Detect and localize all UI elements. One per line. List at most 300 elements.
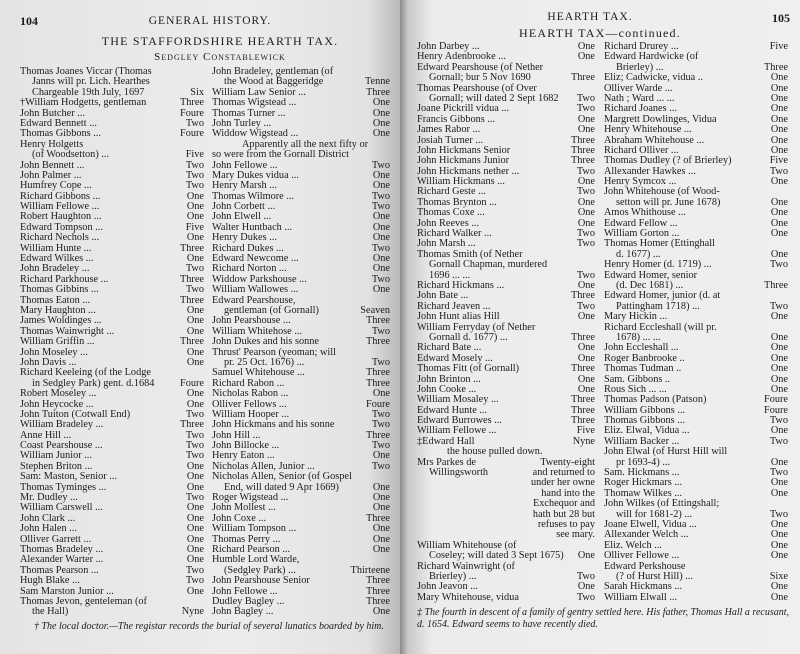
hearth-count: One	[770, 550, 788, 562]
hearth-count: One	[372, 169, 390, 181]
entry-name: Humfrey Cope ...	[20, 180, 92, 192]
entry-name: Edward Pearshouse,	[212, 294, 296, 306]
entry-name: Joane Elwell, Vidua ...	[604, 518, 697, 530]
entry-name: John Pearshouse ...	[212, 315, 291, 327]
hearth-count: One	[770, 82, 788, 94]
hearth-count: One	[186, 502, 204, 514]
hearth-count: One	[577, 217, 595, 229]
hearth-count: One	[372, 180, 390, 192]
entry-name: pr. 25 Oct. 1676) ...	[224, 356, 305, 368]
entry-line	[604, 312, 788, 322]
entry-name: Richard Geste ...	[417, 186, 486, 198]
entry-name: Francis Gibbons ...	[417, 113, 496, 125]
entry-name: Richard Walker ...	[417, 228, 492, 240]
entry-name: Thomas Eaton ...	[20, 294, 91, 306]
hearth-count: Two	[769, 259, 788, 271]
entry-name: John Hunt alias Hill	[417, 311, 500, 323]
hearth-count: One	[770, 581, 788, 593]
entry-name: John Turley ...	[212, 117, 272, 129]
entry-name: d. 1677) ...	[616, 248, 661, 260]
hearth-count: One	[770, 591, 788, 603]
entry-name: John Pearshouse Senior	[212, 575, 310, 587]
hearth-count: Two	[371, 460, 390, 472]
hearth-count: One	[577, 383, 595, 395]
entry-line	[212, 389, 390, 399]
hearth-count: One	[372, 253, 390, 265]
hearth-count: Two	[576, 103, 595, 115]
entry-name: Thomas Perry ...	[212, 533, 281, 545]
entry-name: John Bagley ...	[212, 606, 274, 618]
entry-line	[604, 73, 788, 83]
entry-name: Gornall; will dated 2 Sept 1682	[429, 92, 559, 104]
entry-name: Sam. Hickmans ...	[604, 467, 680, 479]
hearth-count: Two	[185, 429, 204, 441]
hearth-count: Twenty-eight	[540, 456, 595, 468]
hearth-count: One	[372, 128, 390, 140]
entry-name: Thomas Homer (Ettinghall	[604, 238, 715, 250]
entry-name: John Bate ...	[417, 290, 469, 302]
entry-name: Thomas Smith (of Nether	[417, 248, 523, 260]
entry-name: 1696 ... ...	[429, 269, 471, 281]
hearth-count: Three	[365, 585, 390, 597]
hearth-count: One	[372, 263, 390, 275]
entry-name: Gornall Chapman, murdered	[429, 259, 548, 271]
entry-name: John Hickmans Junior	[417, 155, 510, 167]
hearth-count: One	[186, 523, 204, 535]
hearth-count: Foure	[179, 377, 204, 389]
hearth-count: Two	[371, 273, 390, 285]
hearth-count: Two	[185, 263, 204, 275]
hearth-count: One	[770, 487, 788, 499]
hearth-count: Two	[576, 165, 595, 177]
entry-line	[20, 607, 204, 617]
entry-name: Thomas Tudman ..	[604, 363, 682, 375]
entry-name: John Heycocke ...	[20, 398, 94, 410]
hearth-count: Two	[185, 450, 204, 462]
hearth-count: Two	[576, 269, 595, 281]
entry-name: Allexander Hawkes ...	[604, 165, 696, 177]
entry-name: Nicholas Allen, Senior (of Gospel	[212, 471, 352, 483]
hearth-count: One	[372, 533, 390, 545]
hearth-count: One	[186, 315, 204, 327]
entry-line	[212, 576, 390, 586]
hearth-count: One	[770, 331, 788, 343]
entry-name: Olliver Fellows ...	[212, 398, 287, 410]
hearth-count: Three	[570, 331, 595, 343]
entry-name: (? of Hurst Hill) ...	[616, 570, 693, 582]
hearth-count: One	[770, 352, 788, 364]
hearth-count	[200, 67, 204, 77]
entry-name: Henry Whitehouse ...	[604, 124, 692, 136]
hearth-count: One	[186, 325, 204, 337]
entry-name: Edward Newcome ...	[212, 253, 299, 265]
hearth-count: Three	[365, 336, 390, 348]
entry-name: Henry Symcox ...	[604, 176, 677, 188]
entry-name: Thomas Dudley (? of Brierley)	[604, 155, 732, 167]
hearth-count: One	[372, 232, 390, 244]
entry-name: John Hickmans nether ...	[417, 165, 520, 177]
entry-name: so were from the Gornall District	[212, 149, 349, 161]
hearth-count: One	[577, 550, 595, 562]
hearth-count: One	[770, 196, 788, 208]
entry-name: Mary Hickin ...	[604, 311, 668, 323]
entry-name: John Darbey ...	[417, 41, 480, 52]
hearth-count: One	[372, 117, 390, 129]
hearth-count: One	[770, 134, 788, 146]
hearth-count: One	[372, 97, 390, 109]
hearth-count: under her owne	[530, 477, 595, 489]
hearth-count: One	[186, 211, 204, 223]
entry-name: Janns will pr. Lich. Hearthes	[32, 76, 150, 88]
entry-name: John Brinton ...	[417, 373, 481, 385]
hearth-count: One	[577, 176, 595, 188]
hearth-count: Two	[185, 180, 204, 192]
entry-name: John Hickmans and his sonne	[212, 419, 335, 431]
hearth-count: One	[770, 539, 788, 551]
hearth-count: One	[372, 523, 390, 535]
entry-name: Nicholas Rabon ...	[212, 388, 289, 400]
entry-name: Richard Drurey ...	[604, 41, 679, 52]
entry-name: Richard Gibbons ...	[20, 190, 101, 202]
column-1	[417, 42, 595, 603]
entry-line	[604, 551, 788, 561]
entry-name: Eliz; Cadwicke, vidua ..	[604, 72, 703, 84]
hearth-count: Five	[769, 41, 788, 52]
entry-name: John Hill ...	[212, 429, 261, 441]
right-page	[400, 0, 800, 654]
entry-name: Richard Olliver ...	[604, 144, 679, 156]
entry-name: John Moseley ...	[20, 346, 88, 358]
entry-line	[212, 150, 390, 160]
hearth-count: Two	[576, 300, 595, 312]
entry-name: John Hickmans Senior	[417, 144, 511, 156]
entry-name: Pattingham 1718) ...	[616, 300, 700, 312]
entry-name: Edward Hardwicke (of	[604, 51, 699, 63]
hearth-count: Thirteene	[350, 564, 390, 576]
hearth-count: Three	[570, 394, 595, 406]
entry-name: William Wallowes ...	[212, 284, 299, 296]
entry-name: William Gorton ...	[604, 228, 680, 240]
entry-name: Brierley) ...	[616, 61, 664, 73]
entry-name: Richard Jeaven ...	[417, 300, 491, 312]
entry-name: Mr. Dudley ...	[20, 492, 78, 504]
entry-name: Gornall d. 1677) ...	[429, 331, 508, 343]
running-head: HEARTH TAX.	[547, 11, 633, 23]
hearth-count: One	[186, 398, 204, 410]
hearth-count: One	[577, 113, 595, 125]
entry-name: Willingsworth	[429, 467, 489, 479]
column-1	[20, 67, 204, 618]
entry-name: Robert Haughton ...	[20, 211, 102, 223]
entry-name: Richard Rabon ...	[212, 377, 285, 389]
hearth-count: Two	[371, 408, 390, 420]
entry-name: Richard Dukes ...	[212, 242, 284, 254]
entry-line	[417, 73, 595, 83]
entry-name: Henry Adenbrooke ...	[417, 51, 506, 63]
entry-name: John Elwal (of Hurst Hill will	[604, 446, 728, 458]
entry-line	[417, 364, 595, 374]
hearth-count: Two	[371, 242, 390, 254]
hearth-count: Two	[769, 165, 788, 177]
entry-name: John Whitehouse (of Wood-	[604, 186, 720, 198]
entry-name: Richard Eccleshall (will pr.	[604, 321, 717, 333]
entry-name: Dudley Bagley ...	[212, 595, 285, 607]
entry-name: William Hooper ...	[212, 408, 290, 420]
entry-name: Amos Whithouse ...	[604, 207, 686, 219]
entry-line	[417, 551, 595, 561]
hearth-count: One	[770, 217, 788, 229]
hearth-count: Three	[179, 97, 204, 109]
hearth-count: One	[770, 248, 788, 260]
hearth-count: Three	[365, 595, 390, 607]
entry-name: Walter Huntbach ...	[212, 221, 293, 233]
entry-name: Richard Norton ...	[212, 263, 287, 275]
hearth-count: Foure	[763, 394, 788, 406]
entry-line	[20, 337, 204, 347]
hearth-count: Foure	[763, 404, 788, 416]
hearth-count: Two	[185, 117, 204, 129]
entry-name: Olliver Warde ...	[604, 82, 673, 94]
page-number: 104	[20, 14, 38, 28]
hearth-count: Two	[185, 169, 204, 181]
hearth-count: Two	[371, 325, 390, 337]
hearth-count: One	[372, 107, 390, 119]
hearth-count: One	[186, 585, 204, 597]
entry-name: Rous Sich ... ...	[604, 383, 667, 395]
hearth-count: Exchequor and	[532, 498, 595, 510]
entry-name: Richard Nechols ...	[20, 232, 100, 244]
hearth-count: Two	[371, 159, 390, 171]
entry-name: John Elwell ...	[212, 211, 272, 223]
entry-name: the Hall)	[32, 606, 69, 618]
entry-name: Alexander Warter ...	[20, 554, 104, 566]
entry-name: (of Woodsetton) ...	[32, 149, 110, 161]
hearth-count: One	[186, 554, 204, 566]
hearth-count	[386, 140, 390, 150]
hearth-count: One	[372, 606, 390, 618]
entry-name: the Wood at Baggeridge	[224, 76, 324, 88]
entry-name: James Rabor ...	[417, 124, 481, 136]
entry-name: John Billocke ...	[212, 440, 280, 452]
hearth-count: One	[770, 228, 788, 240]
hearth-count: Two	[769, 467, 788, 479]
entry-name: John Fellowe ...	[212, 159, 278, 171]
hearth-count: One	[372, 211, 390, 223]
entry-name: ‡Edward Hall	[417, 435, 475, 447]
entry-name: Gornall; bur 5 Nov 1690	[429, 72, 531, 84]
column-2	[604, 42, 788, 603]
entry-name: William Junior ...	[20, 450, 92, 462]
entry-name: Thomas Pearshouse (of Over	[417, 82, 537, 94]
entry-name: Stephen Briton ...	[20, 460, 93, 472]
hearth-count: and returned to	[532, 467, 595, 479]
hearth-count: Two	[185, 408, 204, 420]
hearth-count: Three	[570, 415, 595, 427]
entry-name: John Reeves ...	[417, 217, 480, 229]
hearth-count: Three	[365, 429, 390, 441]
entry-name: Roger Hickmars ...	[604, 477, 683, 489]
entry-name: Thomas Gibbons ...	[20, 128, 101, 140]
hearth-count: One	[186, 304, 204, 316]
page-subtitle: Sedgley Constablewick	[154, 51, 286, 63]
hearth-count: Nyne	[572, 435, 595, 447]
entry-name: William Carswell ...	[20, 502, 103, 514]
entry-name: Humble Lord Warde,	[212, 554, 300, 566]
entry-name: will for 1681-2) ...	[616, 508, 693, 520]
hearth-count: Three	[179, 294, 204, 306]
entry-name: Edward Wilkes ...	[20, 253, 94, 265]
hearth-count: Two	[371, 440, 390, 452]
entry-name: Widdow Parkshouse ...	[212, 273, 307, 285]
entry-line	[212, 337, 390, 347]
entry-name: John Wilkes (of Ettingshall;	[604, 498, 720, 510]
hearth-count: Tenne	[364, 76, 390, 88]
hearth-count: refuses to pay	[537, 518, 595, 530]
entry-name: Richard Joanes ...	[604, 103, 677, 115]
entry-line	[212, 98, 390, 108]
entry-name: Edward Pearshouse (of Nether	[417, 61, 544, 73]
entry-line	[417, 125, 595, 135]
hearth-count: One	[186, 388, 204, 400]
entry-name: William Gibbons ...	[604, 404, 686, 416]
entry-line	[417, 593, 595, 603]
page-title: THE STAFFORDSHIRE HEARTH TAX.	[101, 34, 339, 48]
entry-name: Thomas Coxe ...	[417, 207, 485, 219]
page-title: HEARTH TAX—continued.	[519, 26, 681, 40]
entry-name: in Sedgley Park) gent. d.1684	[32, 377, 155, 389]
entry-name: Thomas Jevon, genteleman (of	[20, 595, 147, 607]
hearth-count: Two	[769, 508, 788, 520]
entry-name: Sam: Maston, Senior ...	[20, 471, 117, 483]
hearth-count: Three	[570, 72, 595, 84]
entry-name: Edward Mosely ...	[417, 352, 493, 364]
hearth-count: One	[186, 201, 204, 213]
hearth-count: Two	[371, 356, 390, 368]
hearth-count: One	[186, 190, 204, 202]
entry-name: William Hickmans ...	[417, 176, 505, 188]
hearth-count: One	[577, 124, 595, 136]
hearth-count: Two	[185, 159, 204, 171]
entry-name: Olliver Fellowe ...	[604, 550, 680, 562]
entry-name: John Bradeley, gentleman (of	[212, 66, 334, 77]
hearth-count: Three	[570, 144, 595, 156]
entry-name: William Mosaley ...	[417, 394, 499, 406]
hearth-count: Five	[576, 425, 595, 437]
hearth-count: Two	[769, 415, 788, 427]
hearth-count: Seaven	[360, 304, 390, 316]
hearth-count: One	[186, 481, 204, 493]
entry-name: Brierley) ...	[429, 570, 477, 582]
hearth-count: One	[372, 450, 390, 462]
entry-name: William Whitehouse (of	[417, 539, 517, 551]
entry-name: Margrett Dowlinges, Vidua	[604, 113, 717, 125]
entry-name: William Ferryday (of Nether	[417, 321, 536, 333]
entry-name: William Fellowe ...	[20, 201, 100, 213]
hearth-count: Sixe	[769, 570, 788, 582]
entry-name: Henry Dukes ...	[212, 232, 277, 244]
entry-name: Thomaw Wilkes ...	[604, 487, 683, 499]
entry-line	[20, 389, 204, 399]
hearth-count: Five	[769, 155, 788, 167]
entry-name: (Sedgley Park) ...	[224, 564, 296, 576]
entry-name: Sam. Gibbons ..	[604, 373, 671, 385]
hearth-count: Three	[570, 155, 595, 167]
hearth-count: One	[577, 342, 595, 354]
column-2	[212, 67, 390, 618]
hearth-count: One	[372, 481, 390, 493]
hearth-count: One	[372, 221, 390, 233]
entry-name: Mary Whitehouse, vidua	[417, 591, 519, 603]
entry-name: William Bradeley ...	[20, 419, 104, 431]
entry-name: Thomas Gibbins ...	[20, 284, 99, 296]
footnote: ‡ The fourth in descent of a family of gentry settled here. His father, Thomas Hall a recusant, d. 1654. Edward seems to have recently died.	[417, 607, 790, 630]
hearth-count	[591, 250, 595, 260]
hearth-count: Nyne	[181, 606, 204, 618]
hearth-count: Foure	[179, 128, 204, 140]
hearth-count: One	[770, 342, 788, 354]
entry-name: Roger Banbrooke ..	[604, 352, 685, 364]
entry-name: End, will dated 9 Apr 1669)	[224, 481, 339, 493]
entry-name: John Dukes and his sonne	[212, 336, 319, 348]
hearth-count: Six	[190, 86, 204, 98]
entry-line	[417, 312, 595, 322]
entry-name: Olliver Garrett ...	[20, 533, 92, 545]
entry-name: Robert Moseley ...	[20, 388, 97, 400]
entry-name: Nicholas Allen, Junior ...	[212, 460, 315, 472]
hearth-count: Two	[185, 440, 204, 452]
hearth-count: Three	[179, 273, 204, 285]
hearth-count: Two	[576, 570, 595, 582]
entry-name: pr 1693-4) ...	[616, 456, 671, 468]
entry-name: William Elwall ...	[604, 591, 678, 603]
entry-name: Widdow Wigstead ...	[212, 128, 299, 140]
hearth-count: One	[770, 207, 788, 219]
entry-name: John Jeavon ...	[417, 581, 478, 593]
hearth-count: One	[770, 92, 788, 104]
entry-name: (d. Dec 1681) ...	[616, 279, 684, 291]
entry-name: John Clark ...	[20, 512, 76, 524]
entry-name: Henry Homer (d. 1719) ...	[604, 259, 712, 271]
entry-name: Thomas Brynton ...	[417, 196, 497, 208]
entry-name: William Backer ...	[604, 435, 680, 447]
entry-name: Mary Haughton ...	[20, 304, 96, 316]
hearth-count: One	[186, 232, 204, 244]
entry-name: John Halen ...	[20, 523, 77, 535]
entry-name: Edward Bennett ...	[20, 117, 97, 129]
entry-name: Edward Homer, senior	[604, 269, 698, 281]
entry-name: Edward Homer, junior (d. at	[604, 290, 721, 302]
entry-name: Richard Bate ...	[417, 342, 482, 354]
hearth-count: One	[770, 477, 788, 489]
entry-line	[604, 364, 788, 374]
hearth-count: One	[577, 373, 595, 385]
hearth-count: One	[577, 51, 595, 63]
entry-name: Thomas Padson (Patson)	[604, 394, 707, 406]
entry-name: the house pulled down.	[447, 446, 543, 458]
entry-name: Henry Holgetts	[20, 138, 84, 150]
hearth-count: Three	[763, 279, 788, 291]
entry-name: Joane Pickrill vidua ...	[417, 103, 510, 115]
hearth-count: One	[577, 311, 595, 323]
hearth-count: One	[770, 518, 788, 530]
entry-name: Apparently all the next fifty or	[242, 138, 369, 150]
entry-line	[20, 576, 204, 586]
entry-name: setton will pr. June 1678)	[616, 196, 721, 208]
entry-name: John Marsh ...	[417, 238, 476, 250]
hearth-count: Foure	[365, 398, 390, 410]
entry-line	[212, 607, 390, 617]
entry-name: John Mollest ...	[212, 502, 276, 514]
